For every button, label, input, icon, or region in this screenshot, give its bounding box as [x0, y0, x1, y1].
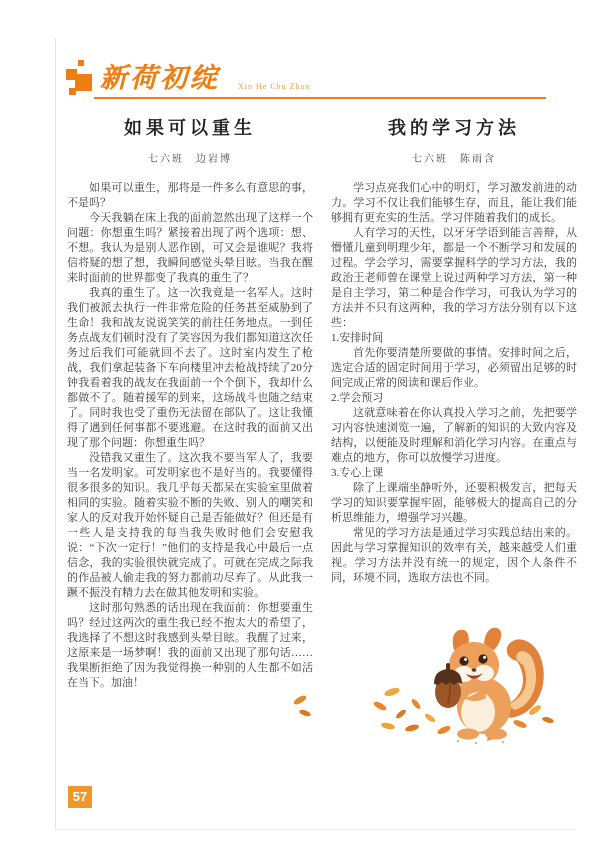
paragraph: 我真的重生了。这一次我竟是一名军人。这时我们被派去执行一件非常危险的任务甚至威胁到了生命！我和战友说说笑笑的前往任务地点。一到任务点战友们顿时没有了笑容因为我们都知道这次任务过后我们可能就回不去了。这时室内发生了枪战，我们拿起装备下车向楼里冲去枪战持续了20分钟我看着我的战友在我面前一个个倒下，我却什么都做不了。随着援军的到来，这场战斗也随之结束了。同时我也受了重伤无法留在部队了。这让我懂得了遇到任何事都不要逃避。在这时我的面前又出现了那个问题：你想重生吗？: [67, 287, 313, 449]
page-number-badge: 57: [68, 786, 92, 808]
page-edge-line-left: [55, 38, 56, 830]
logo-squares-icon: [66, 60, 96, 96]
section-heading: 2.学会预习: [331, 392, 384, 404]
paragraph: 人有学习的天性，以牙牙学语到能言善辩，从懵懂儿童到明理少年，都是一个不断学习和发展的过程。学会学习，需要掌握科学的学习方法，我的政治王老师曾在课堂上说过两种学习方法，第一种是自主学习，第二种是合作学习，可我认为学习的方法并不只有这两种，我的学习方法分别有以下这些：: [331, 227, 577, 329]
essay-right-body: [331, 181, 577, 586]
masthead-title: 新荷初绽: [100, 63, 220, 93]
paragraph: 常见的学习方法是通过学习实践总结出来的。因此与学习掌握知识的效率有关，越来越受人们重视。学习方法并没有统一的规定，因个人条件不同，环境不同，选取方法也不同。: [331, 527, 577, 584]
section-heading: 3.专心上课: [331, 467, 384, 479]
paragraph: 除了上课端坐静听外，还要积极发言，把每天学习的知识要掌握牢固，能够极大的提高自己的分析思维能力，增强学习兴趣。: [331, 482, 577, 524]
essay-right-author: 七六班 陈雨含: [412, 154, 496, 165]
masthead: [66, 56, 548, 102]
essay-left-title: 如果可以重生: [124, 118, 256, 138]
paragraph: 这就意味着在你认真投入学习之前，先把要学习内容快速浏览一遍，了解新的知识的大致内容及结构，以便能及时理解和消化学习内容。在重点与难点的地方，你可以放慢学习进度。: [331, 407, 577, 464]
squirrel-with-acorn-icon: [288, 618, 570, 758]
essay-right: [331, 114, 577, 586]
essay-left-body: [67, 181, 313, 691]
paragraph: 这时那句熟悉的话出现在我面前：你想要重生吗？经过这两次的重生我已经不抱太大的希望了，我选择了不想这时我感到头晕目眩。我醒了过来，这原来是一场梦啊！我的面前又出现了那句话……我果断拒绝了因为我觉得换一种别的人生都不如活在当下。加油！: [67, 602, 313, 689]
page-edge-line-bottom: [55, 829, 576, 830]
essay-right-title: 我的学习方法: [388, 118, 520, 138]
essay-left: [67, 114, 313, 691]
paragraph: 如果可以重生，那将是一件多么有意思的事，不是吗？: [67, 182, 313, 209]
paragraph: 没错我又重生了。这次我不要当军人了，我要当一名发明家。可发明家也不是好当的。我要懂得很多很多的知识。我几乎每天都呆在实验室里做着相同的实验。随着实验不断的失败、别人的嘲笑和家人的反对我开始怀疑自己是否能做好？但还是有一些人是支持我的每当我失败时他们会安慰我说：“下次一定行！”他们的支持是我心中最后一点信念，我的实验很快就完成了。可就在完成之际我的作品被人偷走我的努力都前功尽弃了。从此我一蹶不振没有精力去在做其他发明和实验。: [67, 452, 313, 599]
paragraph: 学习点亮我们心中的明灯，学习激发前进的动力。学习不仅让我们能够生存，而且，能让我们能够拥有更充实的生活。学习伴随着我们的成长。: [331, 182, 577, 224]
masthead-rule: [94, 97, 546, 99]
paragraph: 今天我躺在床上我的面前忽然出现了这样一个问题：你想重生吗？紧接着出现了两个选项：想、不想。我认为是别人恶作剧，可又会是谁呢？我将信将疑的想了想，我瞬间感觉头晕目眩。当我在醒来时面前的世界都变了我真的重生了？: [67, 212, 313, 284]
masthead-subtitle: Xin He Chu Zhan: [238, 82, 311, 91]
section-heading: 1.安排时间: [331, 332, 384, 344]
paragraph: 首先你要清楚所要做的事情。安排时间之后，选定合适的固定时间用于学习，必须留出足够的时间完成正常的阅读和课后作业。: [331, 347, 577, 389]
essay-left-author: 七六班 边岩博: [148, 154, 232, 165]
squirrel-illustration: [288, 618, 570, 758]
